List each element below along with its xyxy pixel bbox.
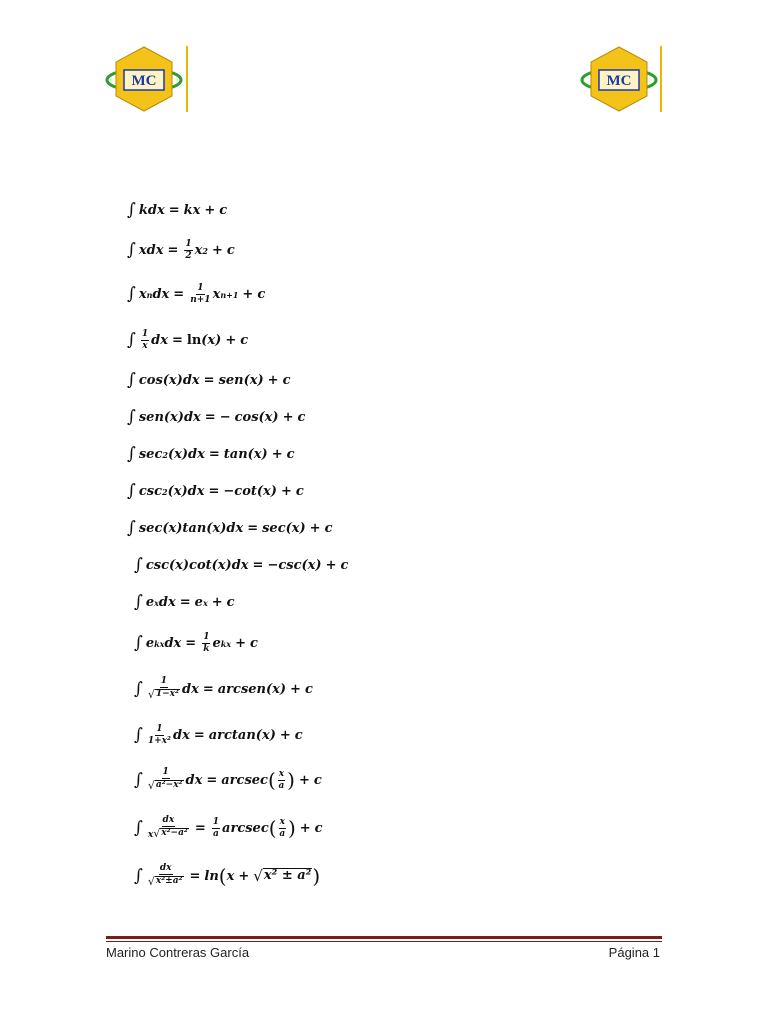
formula-arctan: ∫ $\frac{1}{\text{1+x²}}$ dx = arctan(x) + c (134, 724, 303, 746)
formula-sec-squared: ∫ sec 2 (x)dx = tan(x) + c (127, 444, 295, 464)
formula-x: ∫ xdx = $\frac{1}{2}$ x 2 + c (127, 239, 235, 261)
formula-power: ∫ x n dx = $\frac{1}{n+1}$ x n+1 + c (127, 283, 266, 305)
logo-divider (186, 46, 188, 112)
formula-sec-tan: ∫ sec(x)tan(x)dx = sec(x) + c (127, 518, 333, 538)
formula-exp: ∫ e x dx = e x + c (134, 592, 235, 612)
formula-ln-sqrt: ∫ dx √ x²±a² = ln ( x + √ x² ± a² ) (134, 863, 321, 888)
formula-csc-squared: ∫ csc 2 (x)dx = −cot(x) + c (127, 481, 304, 501)
footer-page-number: Página 1 (608, 945, 660, 960)
formula-reciprocal: ∫ $\frac{1}{x}$ dx = ln (x) + c (127, 329, 249, 351)
formula-csc-cot: ∫ csc(x)cot(x)dx = −csc(x) + c (134, 555, 349, 575)
formula-exp-kx: ∫ e kx dx = $\frac{1}{k}$ e kx + c (134, 632, 258, 654)
formula-sen: ∫ sen(x)dx = − cos(x) + c (127, 407, 306, 427)
footer-author: Marino Contreras García (106, 945, 250, 960)
formula-arcsen: ∫ 1 √ 1−x² dx = arcsen(x) + c (134, 676, 313, 701)
formula-arcsec-1: ∫ 1 √ a²−x² dx = arcsec ( $\frac{x}{a}$ ) + c (134, 767, 322, 792)
footer-rule-thin (106, 941, 662, 942)
formula-constant: ∫ kdx = kx + c (127, 200, 228, 220)
mc-logo-left (104, 44, 184, 114)
logo-text: MC (131, 73, 157, 89)
formula-arcsec-2: ∫ dx x √ x²−a² = $\frac{1}{a}$ arcsec ( $\frac{x}{a}$ ) + c (134, 815, 323, 840)
logo-text: MC (606, 73, 632, 89)
formula-cos: ∫ cos(x)dx = sen(x) + c (127, 370, 291, 390)
footer-rule (106, 936, 662, 939)
logo-divider (660, 46, 662, 112)
mc-logo-right (579, 44, 659, 114)
